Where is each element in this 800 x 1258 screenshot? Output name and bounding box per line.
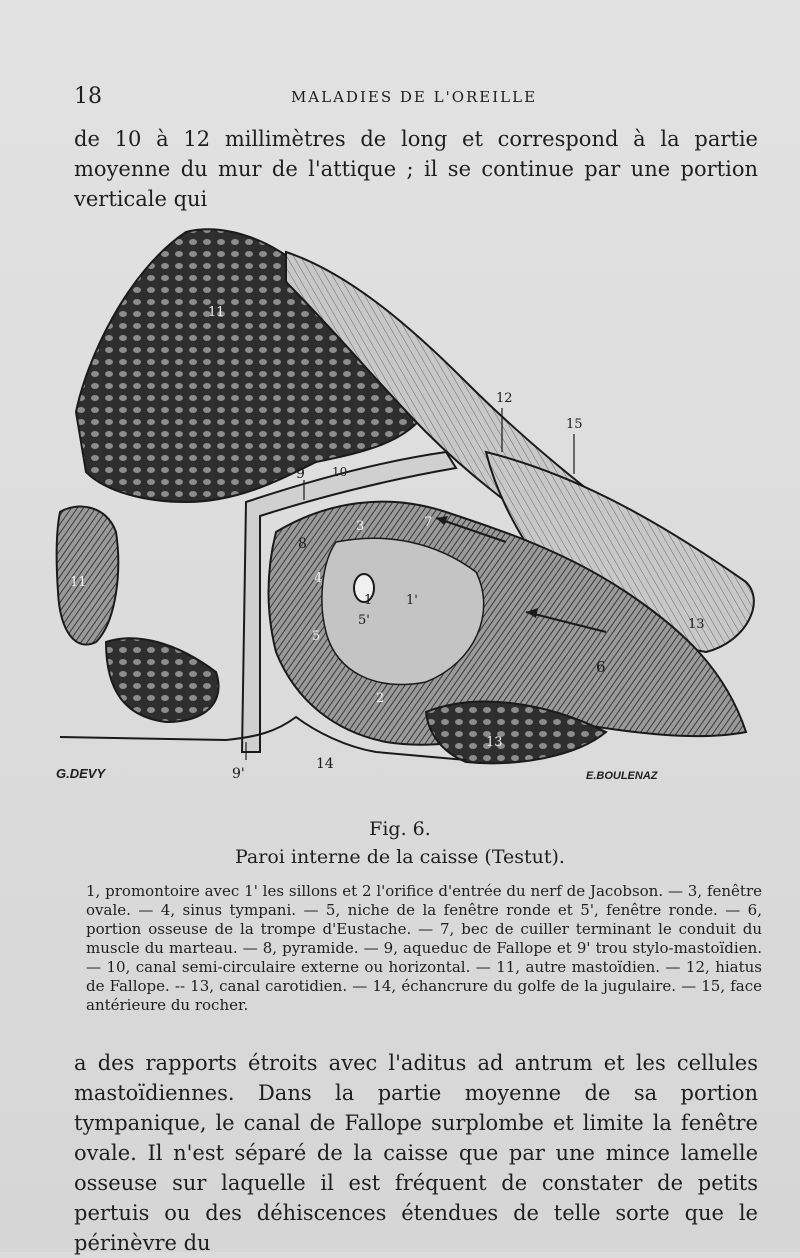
label-12: 12 (496, 391, 513, 406)
label-2: 2 (376, 691, 385, 706)
jugular-bulb-cells (106, 638, 219, 722)
label-11-lower: 11 (70, 575, 87, 590)
figure-caption: 1, promontoire avec 1' les sillons et 2 l'orifice d'entrée du nerf de Jacobson. — 3, fenêtre ovale. — 4, sinus tympani. — 5, niche de la fenêtre ronde et 5', fenêtre ronde. — 6, portion osseuse de la trompe d'Eustache. — 7, bec de cuiller terminant le conduit du muscle du marteau. — 8, pyramide. — 9, aqueduc de Fallope et 9' trou stylo-mastoïdien. — 10, canal semi-circulaire externe ou horizontal. — 11, autre mastoïdien. — 12, hiatus de Fallope. -- 13, canal carotidien. — 14, échancrure du golfe de la jugulaire. — 15, face antérieure du rocher. (86, 882, 762, 1014)
paragraph-top: de 10 à 12 millimètres de long et correspond à la partie moyenne du mur de l'attique ; il se continue par une portion verticale qui (74, 127, 758, 211)
label-13-right: 13 (688, 617, 705, 632)
lower-mastoid (57, 507, 119, 645)
label-1-prime: 1' (406, 593, 418, 608)
label-13-lower: 13 (486, 735, 503, 750)
ear-cavity-illustration (46, 212, 782, 792)
engraver-signature-left: G.DEVY (56, 766, 106, 781)
label-6: 6 (596, 658, 606, 676)
paragraph-bottom: a des rapports étroits avec l'aditus ad antrum et les cellules mastoïdiennes. Dans la partie moyenne de sa portion tympanique, le canal de Fallope surplombe et limite la fenêtre ovale. Il n'est séparé de la caisse que par une mince lamelle osseuse sur laquelle il est fréquent de constater de petits pertuis ou des déhiscences étendues de telle sorte que le périnèvre du (74, 1051, 758, 1255)
label-8: 8 (298, 536, 307, 552)
label-1: 1 (364, 593, 373, 608)
page-number: 18 (74, 84, 102, 109)
running-title: MALADIES DE L'OREILLE (290, 88, 538, 106)
label-4: 4 (314, 571, 323, 586)
label-9-prime: 9' (232, 766, 245, 782)
label-7: 7 (424, 515, 433, 530)
label-10: 10 (332, 465, 348, 479)
label-9: 9 (296, 466, 305, 482)
figure-number: Fig. 6. (369, 818, 431, 840)
engraver-signature-right: E.BOULENAZ (586, 770, 658, 782)
figure-title: Paroi interne de la caisse (Testut). (235, 846, 565, 868)
anatomical-figure (46, 212, 782, 792)
label-3: 3 (356, 519, 365, 534)
running-head (74, 84, 754, 110)
label-15: 15 (566, 417, 583, 432)
label-11-upper: 11 (208, 305, 225, 320)
label-5-prime: 5' (358, 613, 370, 628)
label-14: 14 (316, 756, 334, 772)
label-5: 5 (312, 629, 321, 644)
